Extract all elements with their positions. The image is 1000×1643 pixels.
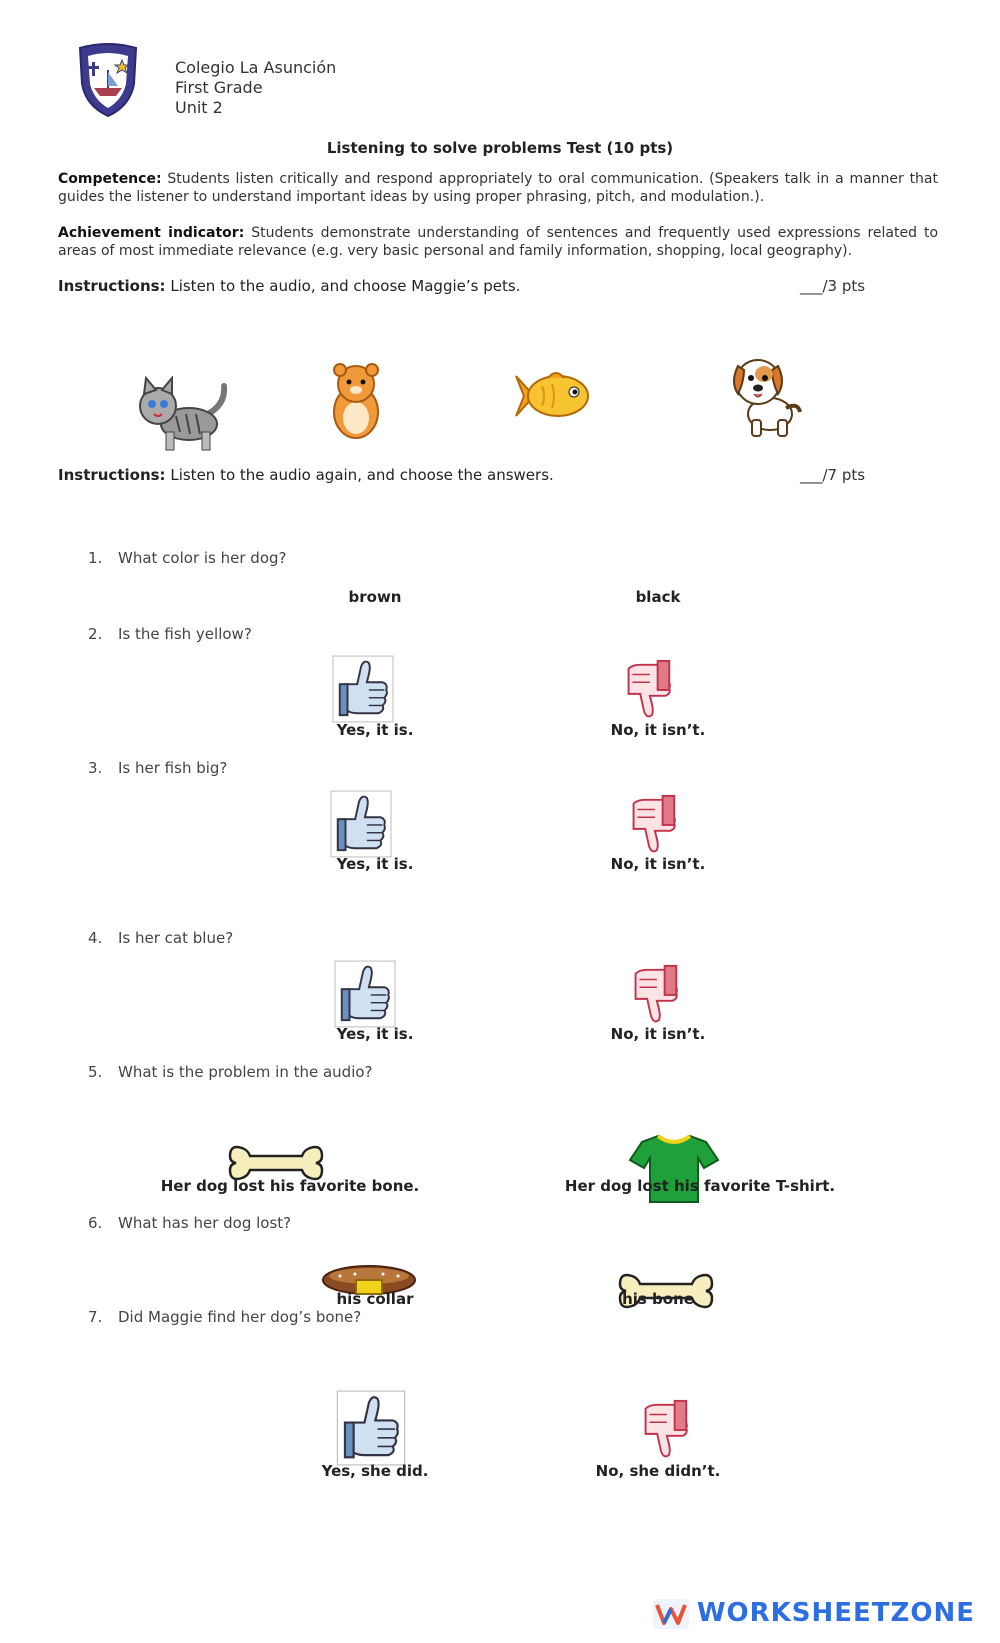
answer-3b[interactable]: No, it isn’t. [610, 855, 706, 873]
question-1 [88, 549, 287, 567]
worksheetzone-text: WORKSHEETZONE [696, 1598, 975, 1628]
grade-label: First Grade [175, 78, 263, 97]
school-name: Colegio La Asunción [175, 58, 337, 77]
question-number: 7. [88, 1308, 103, 1326]
achievement-label: Achievement indicator: [58, 225, 245, 241]
answer-7a[interactable]: Yes, she did. [321, 1462, 429, 1480]
thumbs-up-icon[interactable] [332, 655, 394, 723]
fish-icon[interactable] [512, 368, 592, 424]
instructions-1-label: Instructions: [58, 277, 166, 295]
thumbs-down-icon[interactable] [632, 1395, 694, 1463]
question-6 [88, 1214, 291, 1232]
thumbs-up-icon[interactable] [336, 1390, 406, 1466]
instructions-1 [58, 277, 520, 295]
unit-label: Unit 2 [175, 98, 223, 117]
question-7 [88, 1308, 361, 1326]
answer-2a[interactable]: Yes, it is. [336, 721, 414, 739]
instructions-2-text: Listen to the audio again, and choose the answers. [170, 466, 554, 484]
question-text: What has her dog lost? [118, 1214, 292, 1232]
points-1: ___/3 pts [800, 277, 866, 295]
instructions-2 [58, 466, 554, 484]
thumbs-down-icon[interactable] [615, 655, 677, 723]
worksheetzone-w-icon [653, 1599, 689, 1629]
answer-2b[interactable]: No, it isn’t. [610, 721, 706, 739]
question-text: Is her fish big? [118, 759, 228, 777]
question-4 [88, 929, 233, 947]
thumbs-down-icon[interactable] [620, 790, 682, 858]
answer-5b[interactable]: Her dog lost his favorite T-shirt. [564, 1177, 836, 1195]
answer-4a[interactable]: Yes, it is. [336, 1025, 414, 1043]
thumbs-down-icon[interactable] [622, 960, 684, 1028]
cat-icon[interactable] [134, 376, 234, 456]
achievement-text: Students demonstrate understanding of sentences and frequently used expressions related to areas of most immediate relevance (e.g. very basic personal and family information, shopping, local geography). [58, 225, 939, 259]
competence-paragraph [58, 170, 938, 206]
question-number: 1. [88, 549, 103, 567]
answer-7b[interactable]: No, she didn’t. [595, 1462, 721, 1480]
instructions-2-label: Instructions: [58, 466, 166, 484]
school-crest-icon [76, 42, 140, 118]
question-text: Is her cat blue? [118, 929, 234, 947]
test-title: Listening to solve problems Test (10 pts) [326, 139, 674, 157]
answer-6b[interactable]: his bone [622, 1290, 694, 1308]
question-number: 3. [88, 759, 103, 777]
question-number: 2. [88, 625, 103, 643]
competence-text: Students listen critically and respond appropriately to oral communication. (Speakers talk in a manner that guides the listener to understand important ideas by using proper phrasing, pitch, and modulation.). [58, 171, 938, 205]
question-2 [88, 625, 252, 643]
question-number: 6. [88, 1214, 103, 1232]
answer-1a[interactable]: brown [348, 588, 402, 606]
points-2: ___/7 pts [800, 466, 866, 484]
school-info [175, 58, 336, 118]
achievement-paragraph [58, 224, 938, 260]
answer-5a[interactable]: Her dog lost his favorite bone. [160, 1177, 420, 1195]
question-text: What color is her dog? [118, 549, 287, 567]
competence-label: Competence: [58, 171, 162, 187]
answer-1b[interactable]: black [635, 588, 681, 606]
question-number: 5. [88, 1063, 103, 1081]
question-number: 4. [88, 929, 103, 947]
question-text: What is the problem in the audio? [118, 1063, 373, 1081]
question-5 [88, 1063, 373, 1081]
dog-icon[interactable] [728, 352, 804, 440]
thumbs-up-icon[interactable] [334, 960, 396, 1028]
thumbs-up-icon[interactable] [330, 790, 392, 858]
hamster-icon[interactable] [328, 362, 384, 440]
question-3 [88, 759, 227, 777]
answer-6a[interactable]: his collar [336, 1290, 414, 1308]
question-text: Did Maggie find her dog’s bone? [118, 1308, 362, 1326]
instructions-1-text: Listen to the audio, and choose Maggie’s pets. [170, 277, 521, 295]
answer-3a[interactable]: Yes, it is. [336, 855, 414, 873]
question-text: Is the fish yellow? [118, 625, 252, 643]
answer-4b[interactable]: No, it isn’t. [610, 1025, 706, 1043]
worksheetzone-logo [653, 1598, 975, 1629]
